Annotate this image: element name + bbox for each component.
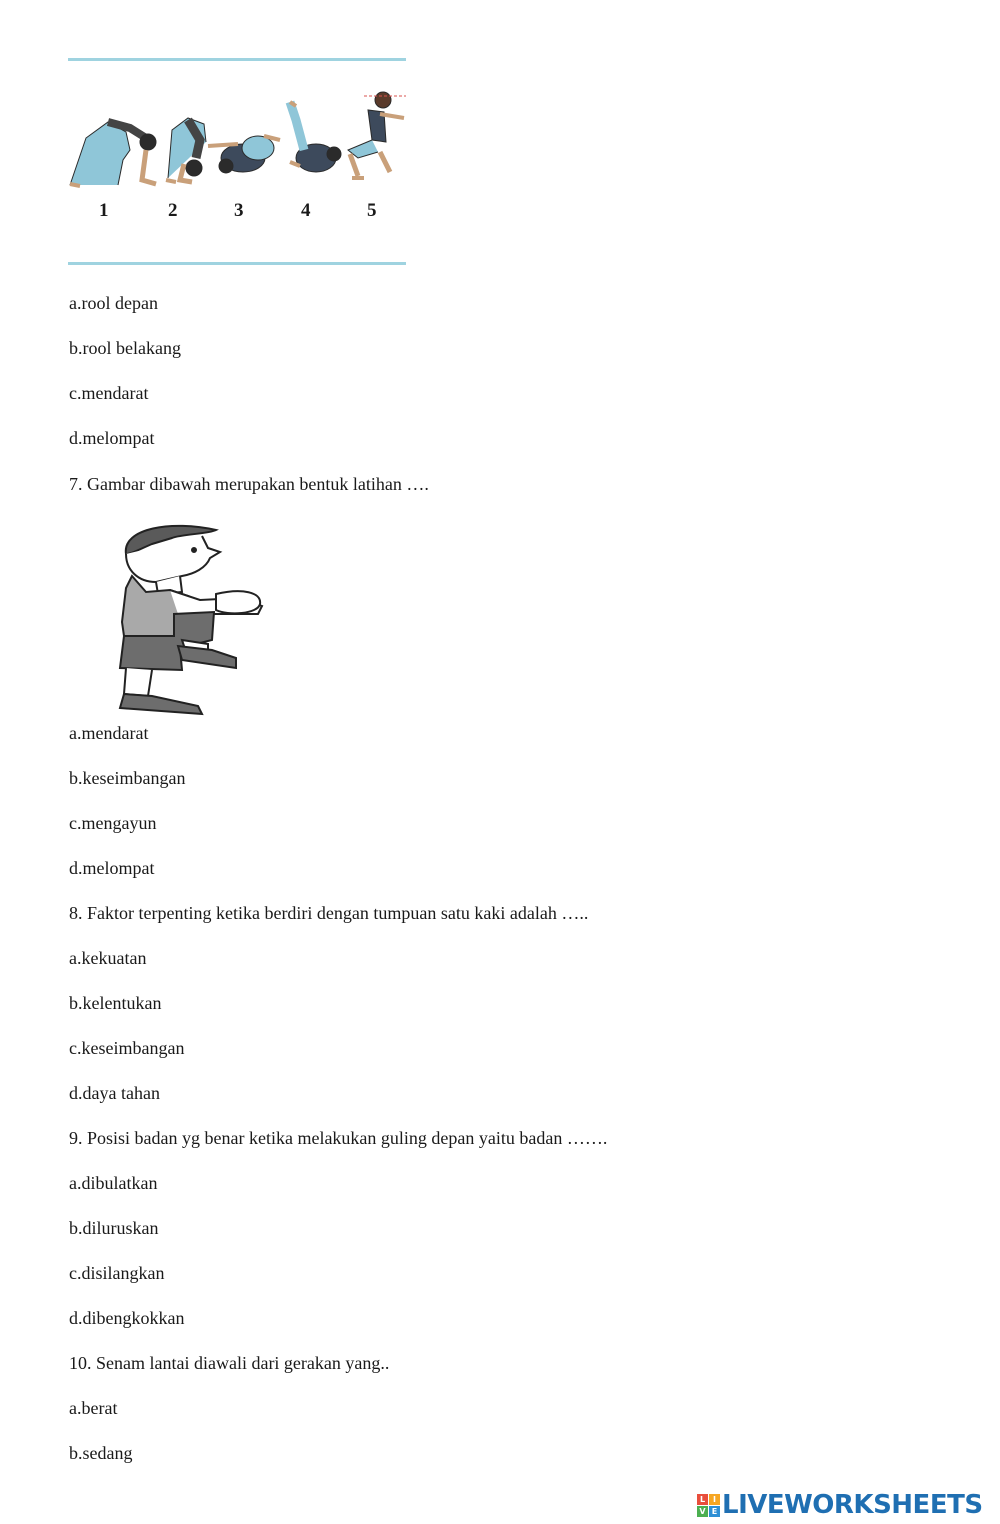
- q8-option-c[interactable]: c.keseimbangan: [69, 1038, 185, 1058]
- q6-option-b[interactable]: b.rool belakang: [69, 338, 181, 358]
- q8-question: 8. Faktor terpenting ketika berdiri dengan tumpuan satu kaki adalah …..: [69, 903, 589, 923]
- q9-option-a[interactable]: a.dibulatkan: [69, 1173, 158, 1193]
- q10-question: 10. Senam lantai diawali dari gerakan yang..: [69, 1353, 390, 1373]
- figure-bottom-rule: [68, 262, 406, 265]
- badge-letter-l: L: [697, 1494, 708, 1505]
- q7-option-b[interactable]: b.keseimbangan: [69, 768, 186, 788]
- figure-number-4: 4: [301, 200, 311, 221]
- q7-option-a[interactable]: a.mendarat: [69, 723, 149, 743]
- q6-option-c[interactable]: c.mendarat: [69, 383, 149, 403]
- q7-question: 7. Gambar dibawah merupakan bentuk latihan ….: [69, 474, 429, 494]
- figure-number-5: 5: [367, 200, 377, 221]
- q10-option-b[interactable]: b.sedang: [69, 1443, 133, 1463]
- q9-option-b[interactable]: b.diluruskan: [69, 1218, 159, 1238]
- q7-option-c[interactable]: c.mengayun: [69, 813, 157, 833]
- badge-letter-i: I: [709, 1494, 720, 1505]
- roll-pose-3: [208, 136, 280, 173]
- roll-pose-4: [290, 102, 341, 172]
- q8-option-d[interactable]: d.daya tahan: [69, 1083, 160, 1103]
- q10-option-a[interactable]: a.berat: [69, 1398, 118, 1418]
- q9-option-d[interactable]: d.dibengkokkan: [69, 1308, 185, 1328]
- figure-top-rule: [68, 58, 406, 61]
- liveworksheets-logo[interactable]: [697, 1490, 983, 1520]
- roll-pose-1: [70, 122, 156, 186]
- q7-option-d[interactable]: d.melompat: [69, 858, 155, 878]
- badge-letter-e: E: [709, 1506, 720, 1517]
- q9-question: 9. Posisi badan yg benar ketika melakukan guling depan yaitu badan …….: [69, 1128, 608, 1148]
- q8-option-a[interactable]: a.kekuatan: [69, 948, 147, 968]
- figure-number-1: 1: [99, 200, 109, 221]
- figure-number-3: 3: [234, 200, 244, 221]
- badge-letter-v: V: [697, 1506, 708, 1517]
- q6-option-a[interactable]: a.rool depan: [69, 293, 158, 313]
- q6-option-d[interactable]: d.melompat: [69, 428, 155, 448]
- brand-name: LIVEWORKSHEETS: [722, 1490, 983, 1520]
- roll-pose-5: [348, 92, 406, 178]
- figure-number-2: 2: [168, 200, 178, 221]
- live-badge-icon: [697, 1494, 720, 1517]
- q8-option-b[interactable]: b.kelentukan: [69, 993, 162, 1013]
- roll-pose-2: [166, 118, 206, 182]
- q9-option-c[interactable]: c.disilangkan: [69, 1263, 165, 1283]
- balance-exercise-figure: [112, 518, 282, 718]
